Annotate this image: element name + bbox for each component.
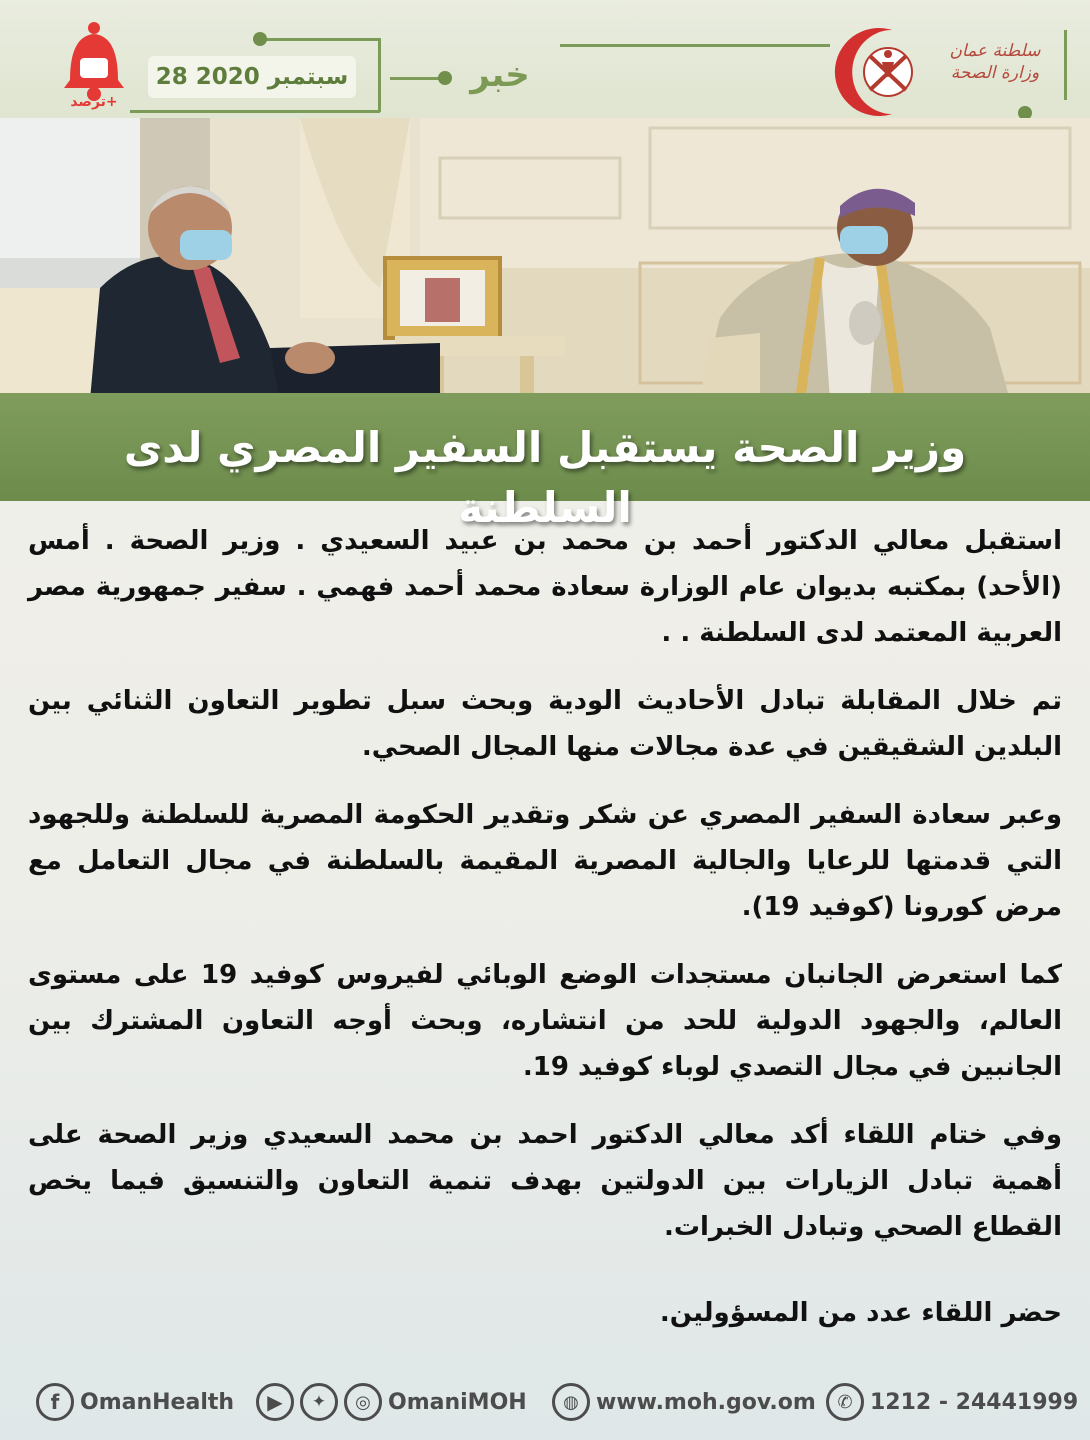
facebook-icon: f: [36, 1383, 74, 1421]
facebook-link[interactable]: [36, 1378, 234, 1426]
ministry-name: [930, 40, 1060, 84]
article-paragraph: وعبر سعادة السفير المصري عن شكر وتقدير الحكومة المصرية للسلطنة وللجهود التي قدمتها للرعايا والجالية المصرية المقيمة بالسلطنة في مجال التعامل مع مرض كورونا (كوفيد 19).: [28, 800, 1062, 922]
ministry-line-2: وزارة الصحة: [950, 63, 1040, 83]
header-decor-line: [258, 38, 378, 41]
website-link[interactable]: [552, 1378, 816, 1426]
app-label: ترصد+: [70, 94, 118, 110]
header-decor-line: [1064, 30, 1067, 100]
twitter-icon: ✦: [300, 1383, 338, 1421]
ministry-line-1: سلطنة عمان: [949, 41, 1041, 61]
header-decor-line: [130, 110, 380, 113]
phone-link[interactable]: [826, 1378, 1078, 1426]
header-decor-line: [378, 38, 381, 112]
article-body: [28, 518, 1062, 1358]
social-handle: OmaniMOH: [388, 1389, 527, 1415]
ministry-emblem-icon: [830, 22, 930, 122]
phone-icon: ✆: [826, 1383, 864, 1421]
category-label: خبر: [470, 55, 530, 95]
header-decor-line: [560, 44, 830, 47]
globe-icon: ◍: [552, 1383, 590, 1421]
instagram-icon: ◎: [344, 1383, 382, 1421]
footer-contacts: [0, 1372, 1090, 1432]
header-decor-dot: [253, 32, 267, 46]
header-decor-dot: [438, 71, 452, 85]
website-url: www.moh.gov.om: [596, 1389, 816, 1415]
article-closing: حضر اللقاء عدد من المسؤولين.: [659, 1298, 1062, 1328]
facebook-handle: OmanHealth: [80, 1389, 235, 1415]
article-paragraph: استقبل معالي الدكتور أحمد بن محمد بن عبيد السعيدي . وزير الصحة . أمس (الأحد) بمكتبه بديوان عام الوزارة سعادة محمد أحمد فهمي . سفير جمهورية مصر العربية المعتمد لدى السلطنة . .: [28, 526, 1062, 648]
phone-number: 1212 - 24441999: [870, 1389, 1079, 1415]
article-paragraph: تم خلال المقابلة تبادل الأحاديث الودية وبحث سبل تطوير التعاون الثنائي بين البلدين الشقيقين في عدة مجالات منها المجال الصحي.: [28, 686, 1062, 762]
article-title: وزير الصحة يستقبل السفير المصري لدى السلطنة: [123, 423, 967, 532]
youtube-icon: ▶: [256, 1383, 294, 1421]
article-paragraph: كما استعرض الجانبان مستجدات الوضع الوبائي لفيروس كوفيد 19 على مستوى العالم، والجهود الدولية للحد من انتشاره، وبحث أوجه التعاون المشترك بين الجانبين في مجال التصدي لوباء كوفيد 19.: [28, 960, 1062, 1082]
social-link[interactable]: [256, 1378, 527, 1426]
meeting-photo: [0, 118, 1090, 400]
article-paragraph: وفي ختام اللقاء أكد معالي الدكتور احمد بن محمد السعيدي وزير الصحة على أهمية تبادل الزيارات بين الدولتين بهدف تنمية التعاون والتنسيق فيما يخص القطاع الصحي وتبادل الخبرات.: [28, 1120, 1062, 1242]
date-label: 28 سبتمبر 2020: [148, 56, 356, 98]
